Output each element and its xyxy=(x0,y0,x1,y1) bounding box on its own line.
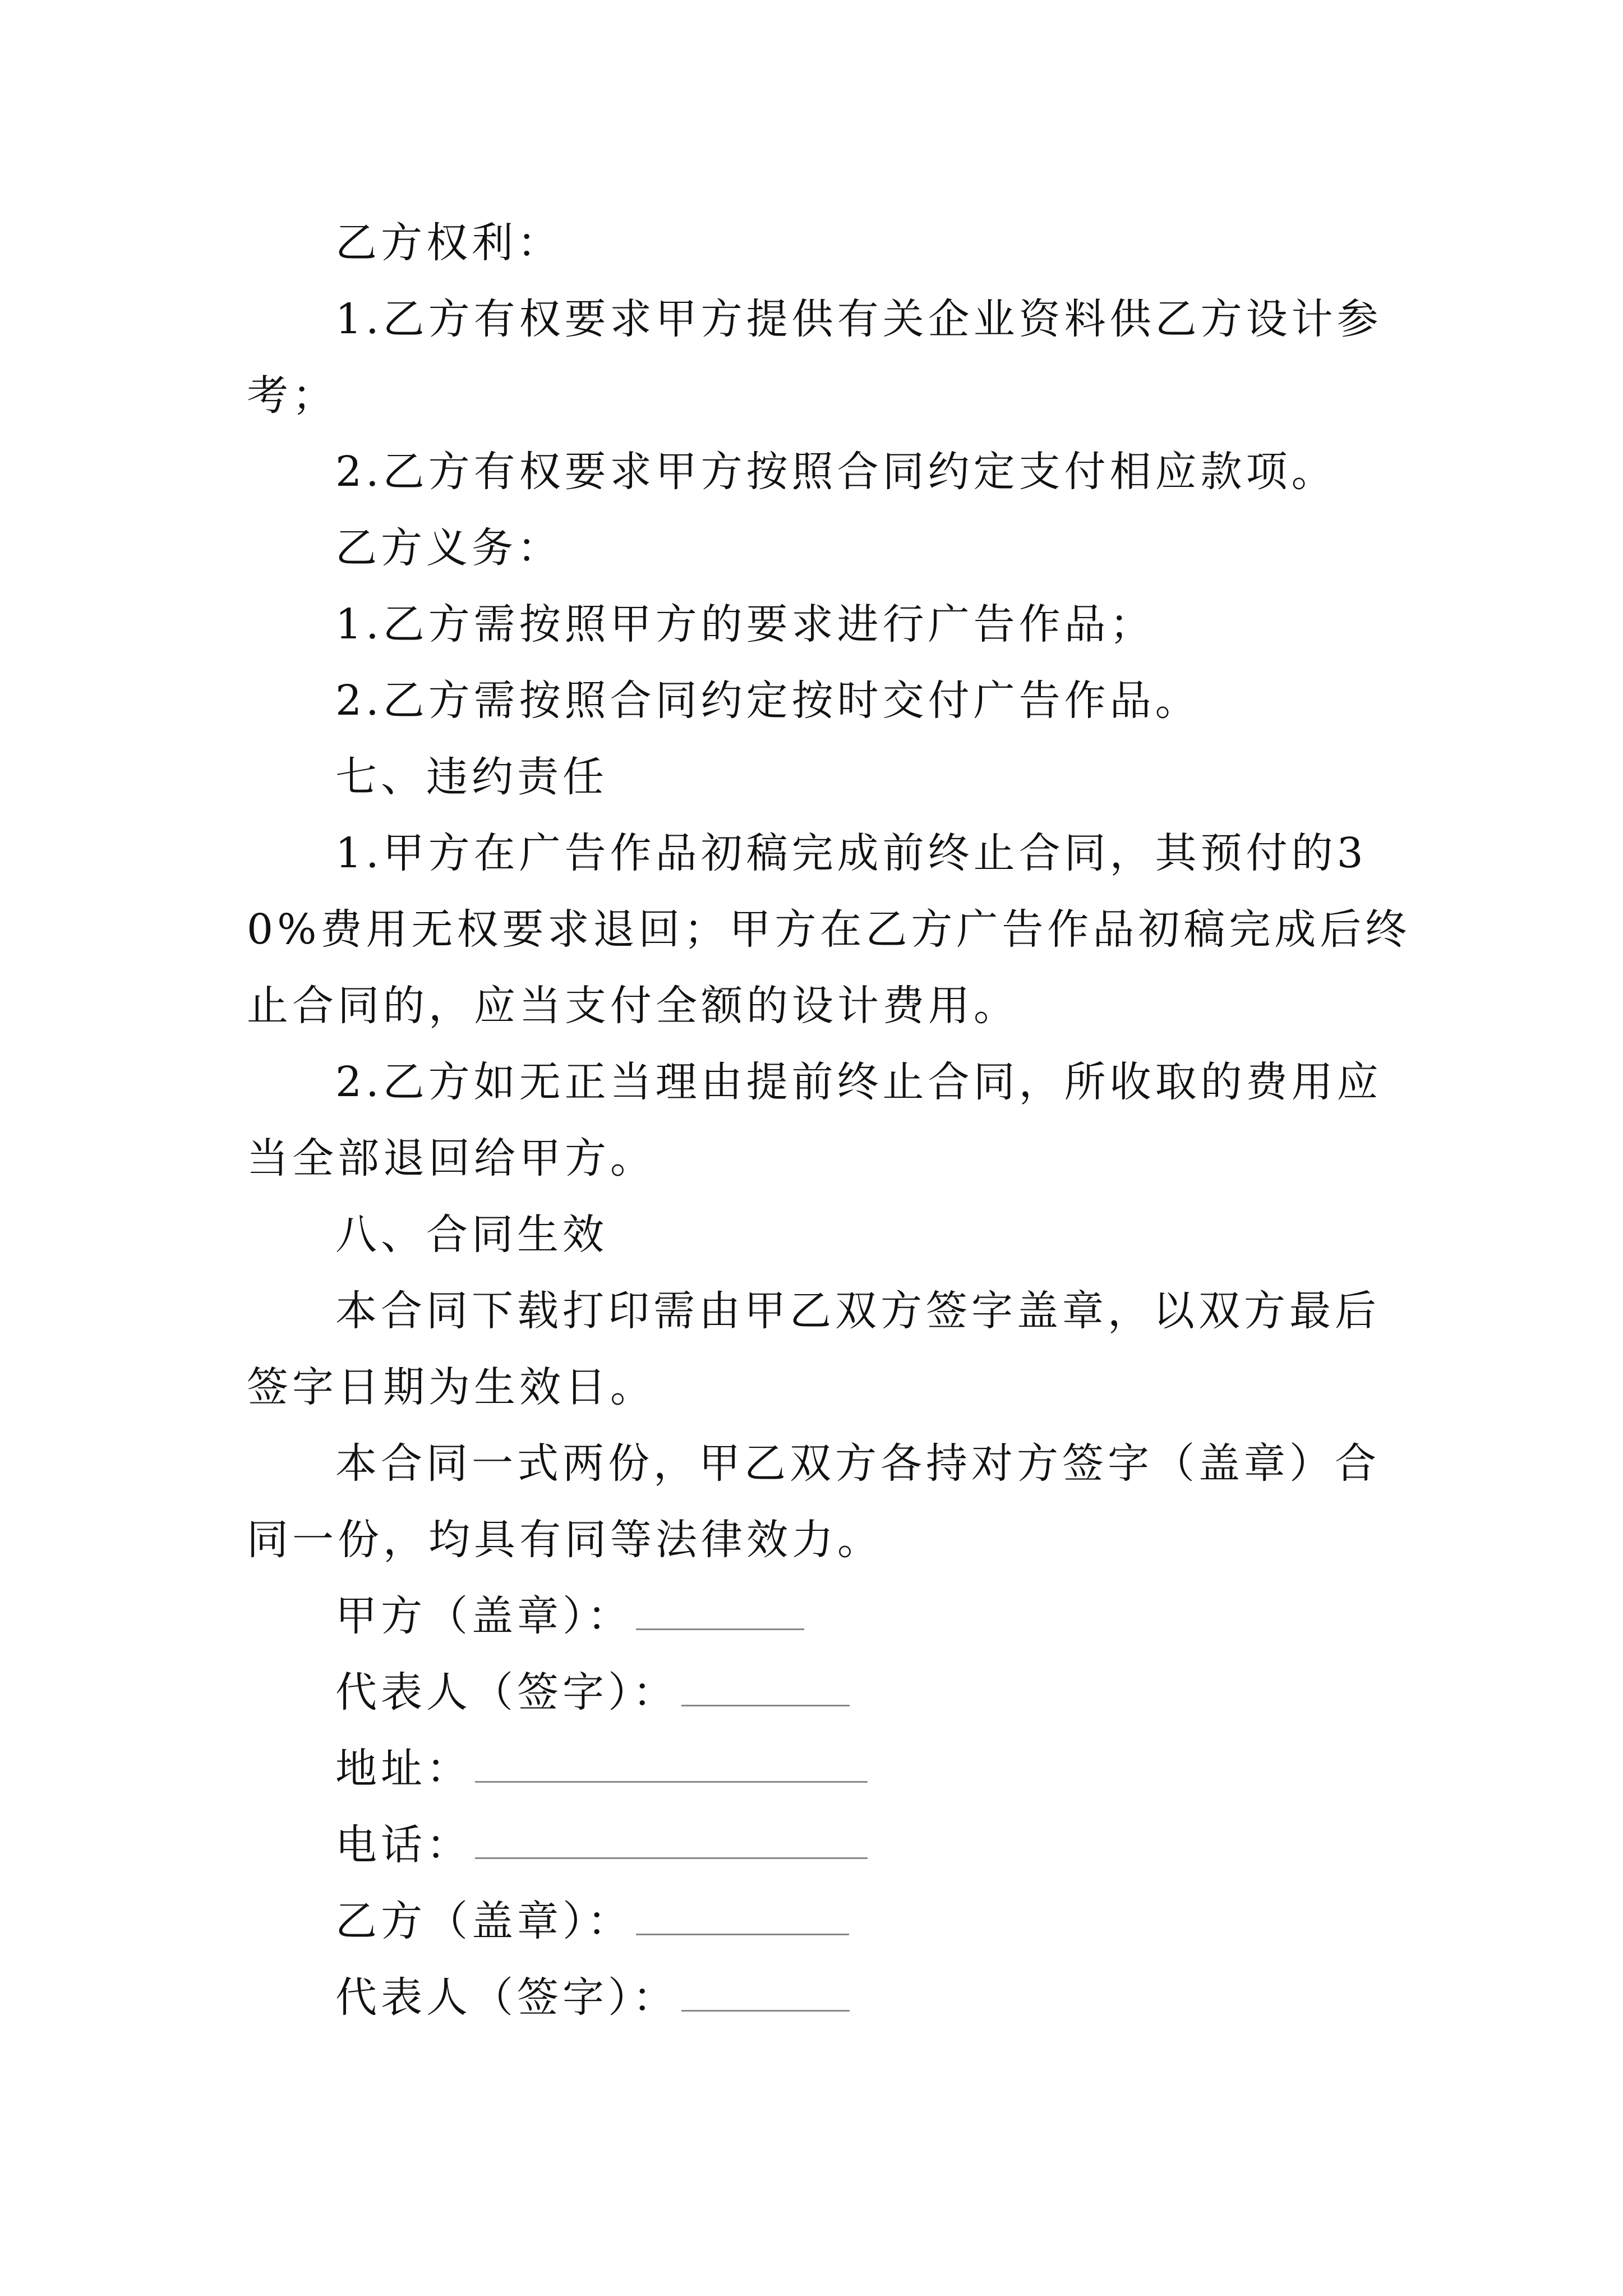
signature-blank[interactable] xyxy=(681,1665,850,1706)
heading-party-b-rights: 乙方权利： xyxy=(335,219,562,267)
signature-blank[interactable] xyxy=(475,1818,868,1859)
heading-breach-liability: 七、违约责任 xyxy=(335,753,608,801)
document-body xyxy=(247,205,1419,2036)
clause-effect-2: 本合同一式两份，甲乙双方各持对方签字（盖章）合同一份，均具有同等法律效力。 xyxy=(247,1439,1380,1564)
signature-party-b-representative xyxy=(247,1959,1419,2036)
signature-blank[interactable] xyxy=(636,1894,849,1935)
signature-party-a-representative xyxy=(247,1654,1419,1731)
signature-blank[interactable] xyxy=(636,1589,804,1630)
signature-blank[interactable] xyxy=(681,1971,850,2012)
signature-address xyxy=(247,1731,1419,1807)
heading-party-b-obligations: 乙方义务： xyxy=(335,524,562,572)
signature-label: 地址： xyxy=(335,1745,472,1793)
heading-contract-effect: 八、合同生效 xyxy=(335,1211,608,1259)
signature-label: 代表人（签字）： xyxy=(335,1973,678,2022)
clause-b-obligation-2: 2.乙方需按照合同约定按时交付广告作品。 xyxy=(335,677,1201,725)
clause-effect-1: 本合同下载打印需由甲乙双方签字盖章，以双方最后签字日期为生效日。 xyxy=(247,1287,1380,1411)
clause-b-right-2: 2.乙方有权要求甲方按照合同约定支付相应款项。 xyxy=(335,448,1337,496)
clause-b-right-1: 1.乙方有权要求甲方提供有关企业资料供乙方设计参考； xyxy=(247,295,1382,420)
clause-breach-2: 2.乙方如无正当理由提前终止合同，所收取的费用应当全部退回给甲方。 xyxy=(247,1058,1382,1182)
signature-blank[interactable] xyxy=(475,1742,868,1783)
signature-label: 甲方（盖章）： xyxy=(335,1592,633,1640)
signature-party-a-seal xyxy=(247,1578,1419,1654)
signature-label: 乙方（盖章）： xyxy=(335,1897,633,1945)
signature-label: 代表人（签字）： xyxy=(335,1668,678,1717)
signature-party-b-seal xyxy=(247,1883,1419,1959)
clause-b-obligation-1: 1.乙方需按照甲方的要求进行广告作品； xyxy=(335,600,1155,648)
clause-breach-1: 1.甲方在广告作品初稿完成前终止合同，其预付的30%费用无权要求退回；甲方在乙方广告作品初稿完成后终止合同的，应当支付全额的设计费用。 xyxy=(247,829,1411,1030)
signature-phone xyxy=(247,1807,1419,1883)
signature-label: 电话： xyxy=(335,1821,472,1869)
